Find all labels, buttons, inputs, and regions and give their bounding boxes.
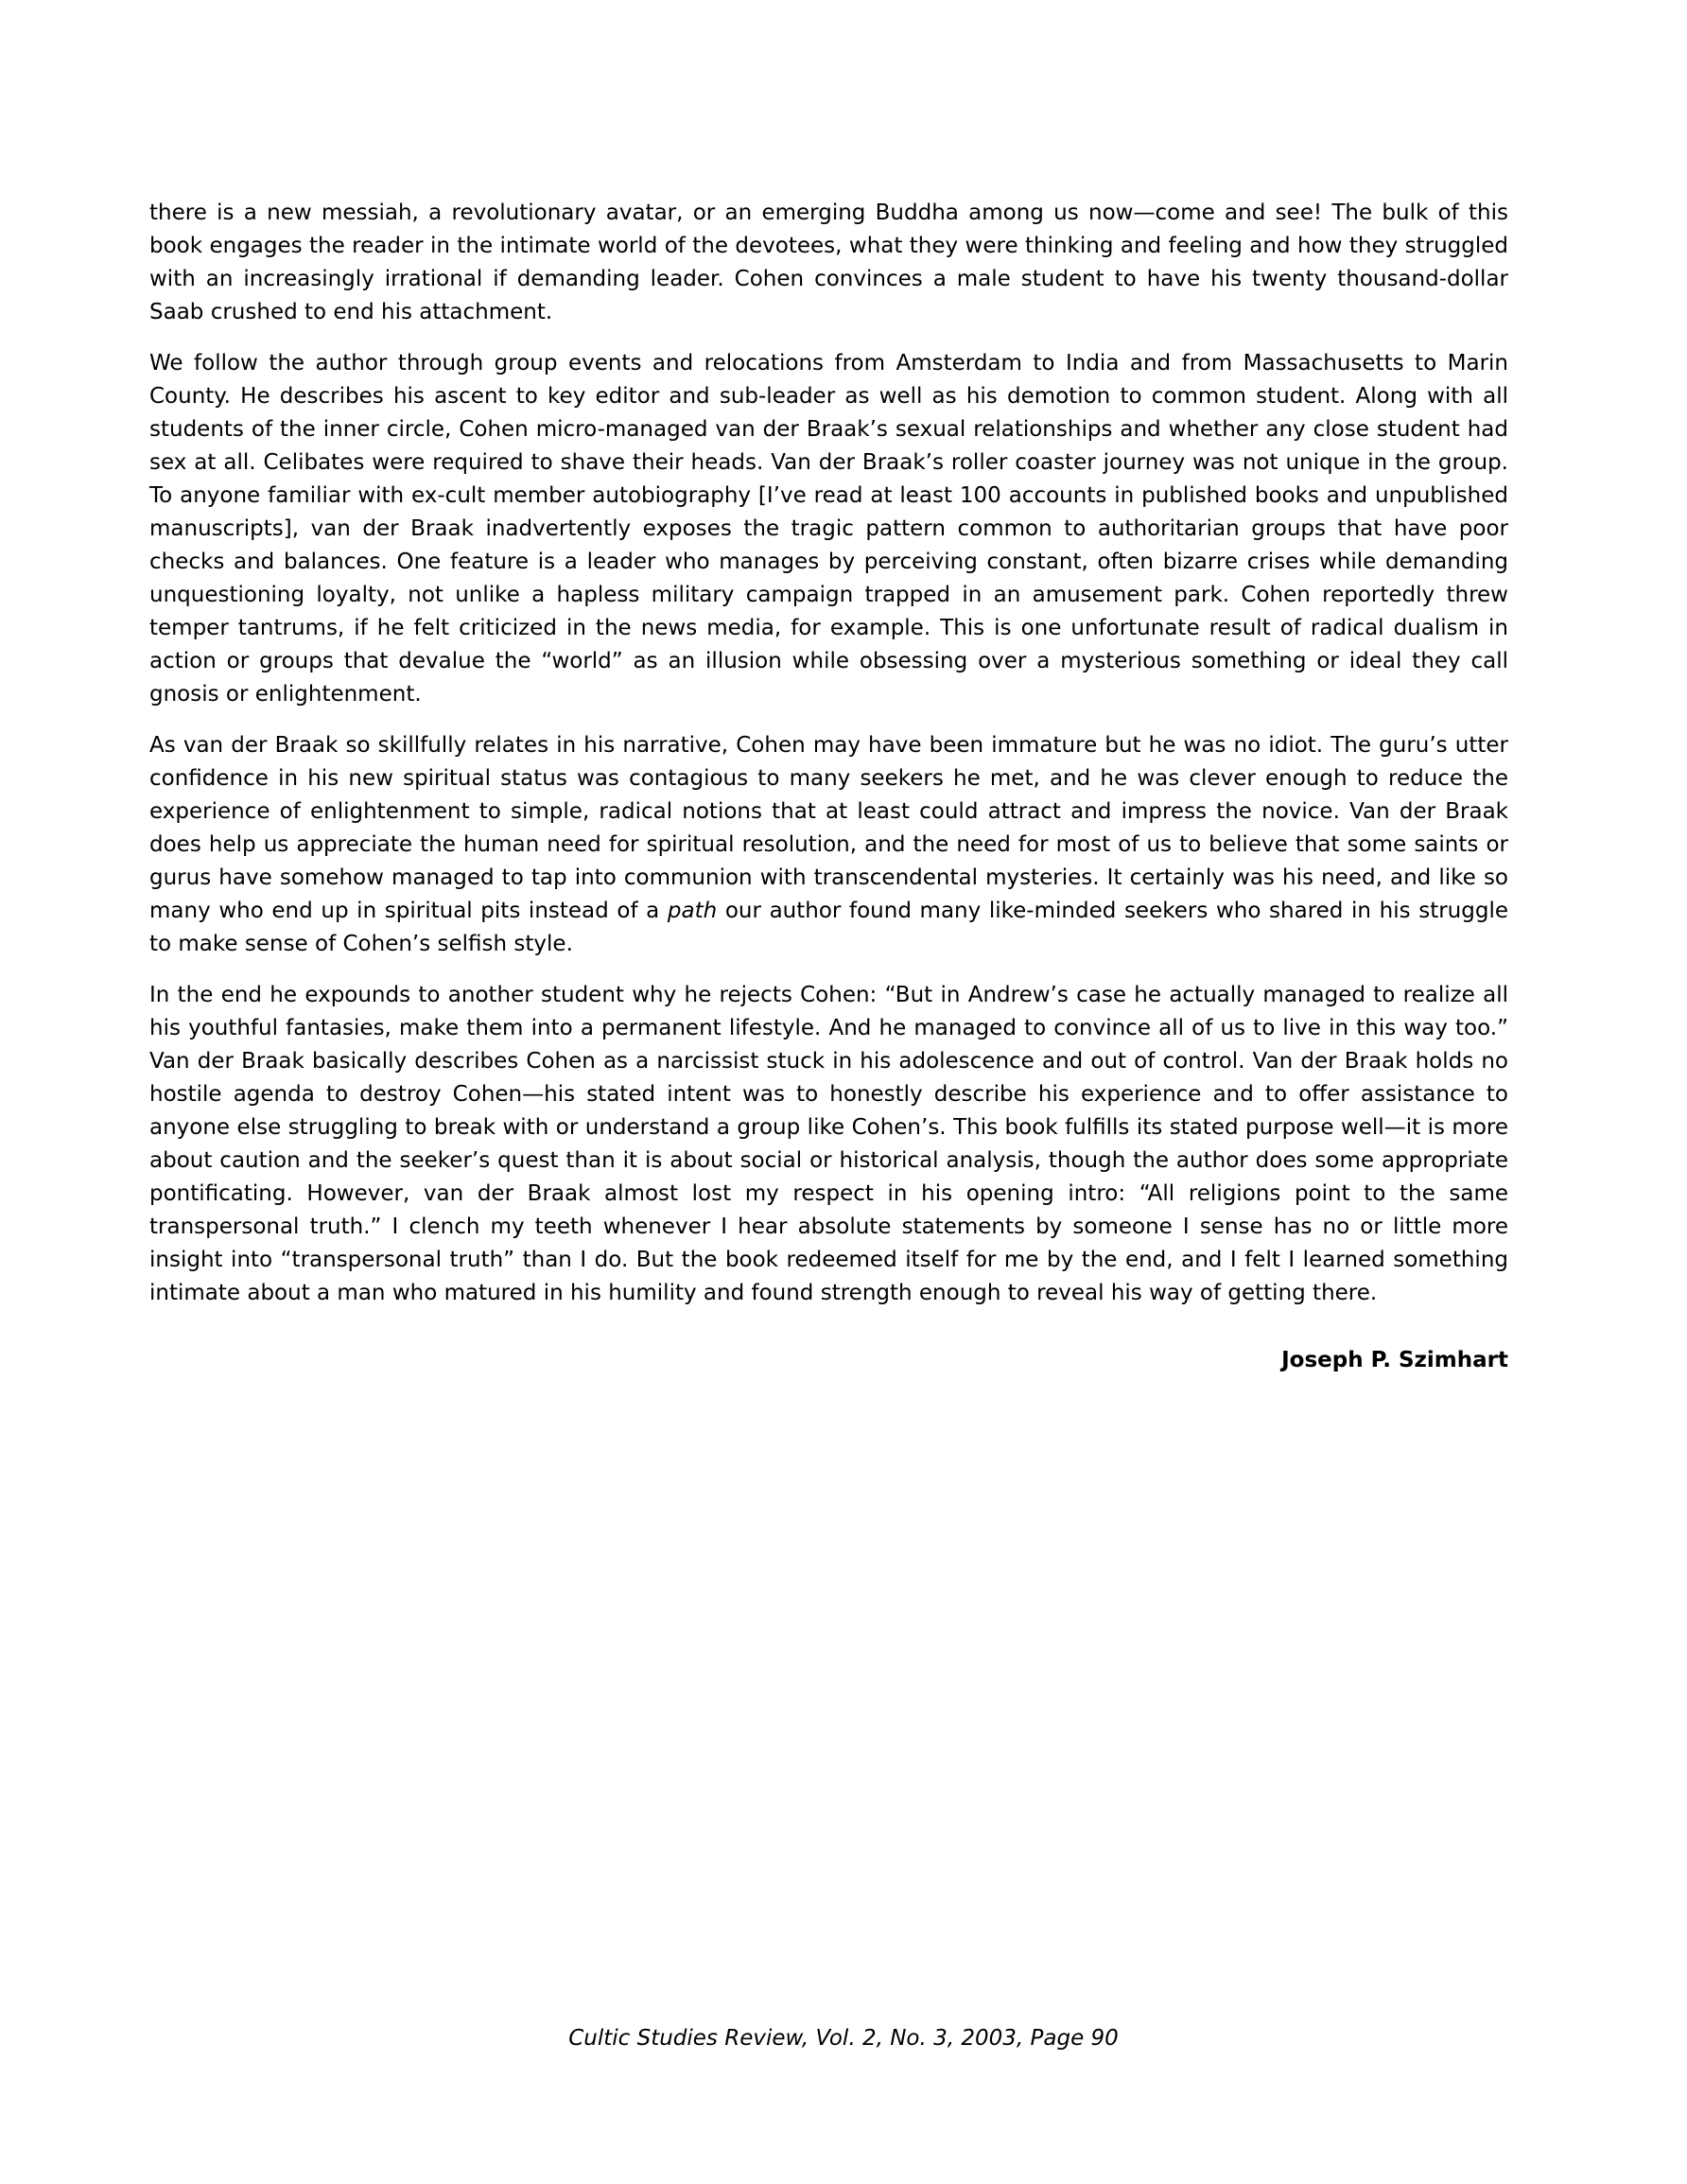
- page-footer: Cultic Studies Review, Vol. 2, No. 3, 2003, Page 90: [568, 2026, 1119, 2051]
- paragraph-4: In the end he expounds to another student why he rejects Cohen: “But in Andrew’s case he actually managed to realize all his youthful fantasies, make them into a permanent lifestyle. And he managed to convince all of us to live in this way too.” Van der Braak basically describes Cohen as a narcissist stuck in his adolescence and out of control. Van der Braak holds no hostile agenda to destroy Cohen—his stated intent was to honestly describe his experience and to offer assistance to anyone else struggling to break with or understand a group like Cohen’s. This book fulfills its stated purpose well—it is more about caution and the seeker’s quest than it is about social or historical analysis, though the author does some appropriate pontificating. However, van der Braak almost lost my respect in his opening intro: “All religions point to the same transpersonal truth.” I clench my teeth whenever I hear absolute statements by someone I sense has no or little more insight into “transpersonal truth” than I do. But the book redeemed itself for me by the end, and I felt I learned something intimate about a man who matured in his humility and found strength enough to reveal his way of getting there.: [149, 983, 1508, 1305]
- paragraph-1: there is a new messiah, a revolutionary avatar, or an emerging Buddha among us now—come and see! The bulk of this book engages the reader in the intimate world of the devotees, what they were thinking and feeling and how they struggled with an increasingly irrational if demanding leader. Cohen convinces a male student to have his twenty thousand-dollar Saab crushed to end his attachment.: [149, 201, 1508, 324]
- paragraph-3: [149, 729, 1508, 961]
- document-body: [149, 197, 1508, 1395]
- paragraph-3-text-after: our author found many like-minded seekers who shared in his struggle to make sense of Cohen’s selfish style.: [149, 899, 1508, 956]
- italic-word-path: path: [667, 899, 718, 923]
- author-signature: Joseph P. Szimhart: [1281, 1348, 1508, 1372]
- paragraph-2: We follow the author through group events and relocations from Amsterdam to India and from Massachusetts to Marin County. He describes his ascent to key editor and sub-leader as well as his demotion to common student. Along with all students of the inner circle, Cohen micro-managed van der Braak’s sexual relationships and whether any close student had sex at all. Celibates were required to shave their heads. Van der Braak’s roller coaster journey was not unique in the group. To anyone familiar with ex-cult member autobiography [I’ve read at least 100 accounts in published books and unpublished manuscripts], van der Braak inadvertently exposes the tragic pattern common to authoritarian groups that have poor checks and balances. One feature is a leader who manages by perceiving constant, often bizarre crises while demanding unquestioning loyalty, not unlike a hapless military campaign trapped in an amusement park. Cohen reportedly threw temper tantrums, if he felt criticized in the news media, for example. This is one unfortunate result of radical dualism in action or groups that devalue the “world” as an illusion while obsessing over a mysterious something or ideal they call gnosis or enlightenment.: [149, 351, 1508, 707]
- paragraph-3-text-before: As van der Braak so skillfully relates in his narrative, Cohen may have been immature but he was no idiot. The guru’s utter confidence in his new spiritual status was contagious to many seekers he met, and he was clever enough to reduce the experience of enlightenment to simple, radical notions that at least could attract and impress the novice. Van der Braak does help us appreciate the human need for spiritual resolution, and the need for most of us to believe that some saints or gurus have somehow managed to tap into communion with transcendental mysteries. It certainly was his need, and like so many who end up in spiritual pits instead of a: [149, 733, 1508, 923]
